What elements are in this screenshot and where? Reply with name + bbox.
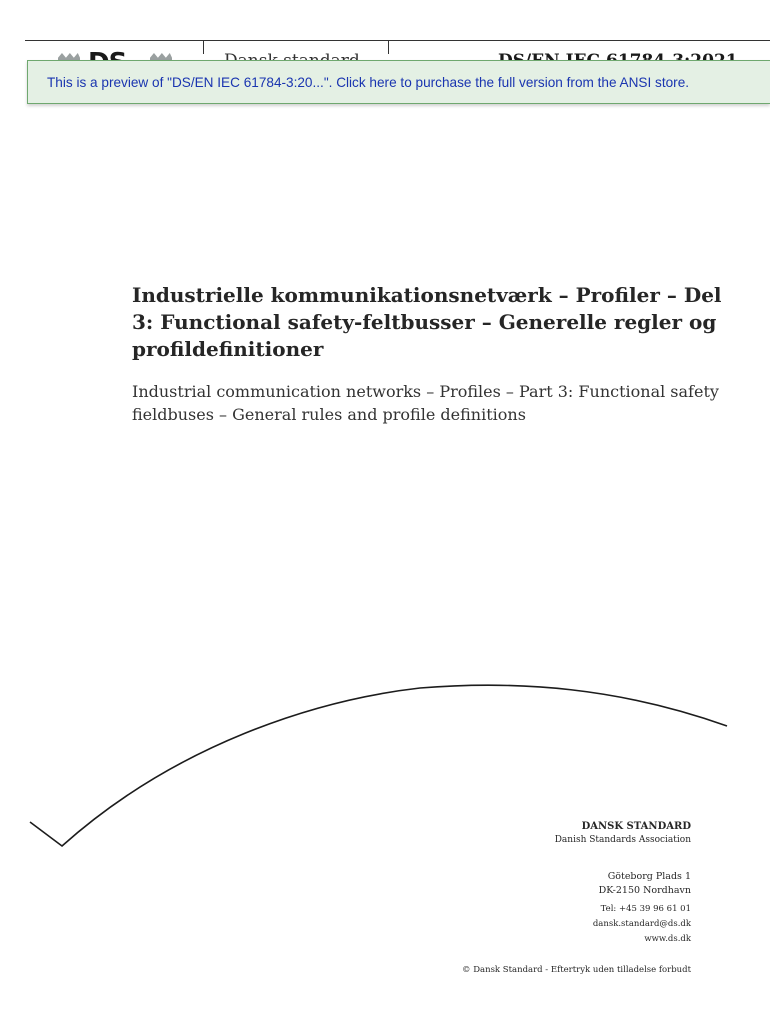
organization-block bbox=[555, 820, 691, 846]
preview-banner-link[interactable]: This is a preview of "DS/EN IEC 61784-3:20...". Click here to purchase the full version from the ANSI store. bbox=[47, 75, 690, 90]
address-city: DK-2150 Nordhavn bbox=[598, 885, 691, 896]
phone-number: Tel: +45 39 96 61 01 bbox=[600, 904, 691, 914]
contact-block bbox=[593, 902, 691, 947]
copyright-notice: © Dansk Standard - Eftertryk uden tilladelse forbudt bbox=[462, 965, 691, 975]
email-address: dansk.standard@ds.dk bbox=[592, 919, 691, 929]
organization-name: DANSK STANDARD bbox=[581, 821, 691, 832]
address-street: Göteborg Plads 1 bbox=[607, 871, 691, 882]
organization-subtitle: Danish Standards Association bbox=[554, 835, 691, 845]
website-address: www.ds.dk bbox=[644, 934, 691, 944]
title-danish: Industrielle kommunikationsnetværk – Profiler – Del 3: Functional safety-feltbusser – Generelle regler og profildefinitioner bbox=[132, 283, 722, 361]
address-block bbox=[599, 870, 691, 898]
title-english: Industrial communication networks – Profiles – Part 3: Functional safety fieldbuses – General rules and profile definitions bbox=[132, 382, 719, 424]
